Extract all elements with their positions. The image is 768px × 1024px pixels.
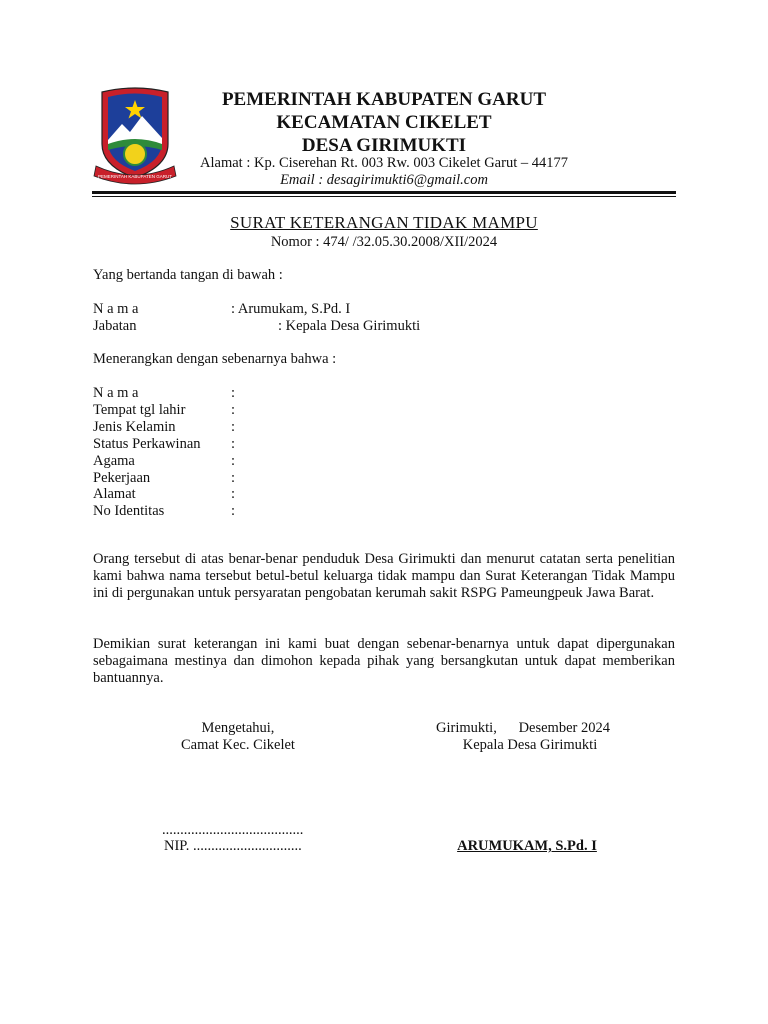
signer-position-label: Jabatan	[93, 318, 137, 334]
field-label-occupation: Pekerjaan	[93, 470, 151, 486]
field-label-name: N a m a	[93, 385, 139, 401]
field-value-gender: :	[231, 419, 236, 435]
field-value-name: :	[231, 385, 236, 401]
header-address: Alamat : Kp. Ciserehan Rt. 003 Rw. 003 Cikelet Garut – 44177	[200, 155, 568, 171]
left-sign-title: Camat Kec. Cikelet	[181, 737, 295, 753]
letter-number: Nomor : 474/ /32.05.30.2008/XII/2024	[270, 234, 498, 250]
header-rule-thin	[92, 196, 676, 197]
left-sign-heading: Mengetahui,	[201, 720, 275, 736]
signer-name-value: : Arumukam, S.Pd. I	[231, 301, 351, 317]
field-label-birth: Tempat tgl lahir	[93, 402, 186, 418]
letter-title: SURAT KETERANGAN TIDAK MAMPU	[230, 213, 538, 232]
field-value-marital: :	[231, 436, 236, 452]
signer-position-value: : Kepala Desa Girimukti	[278, 318, 421, 334]
field-label-gender: Jenis Kelamin	[93, 419, 176, 435]
header-government: PEMERINTAH KABUPATEN GARUT	[221, 89, 547, 110]
field-value-id: :	[231, 503, 236, 519]
body-paragraph-2: Demikian surat keterangan ini kami buat dengan sebenar-benarnya untuk dapat dipergunakan sebagaimana mestinya dan dimohon kepada pihak yang bersangkutan untuk dapat memberikan bantuannya.	[93, 636, 675, 686]
header-district: KECAMATAN CIKELET	[276, 112, 492, 133]
left-sign-nip: NIP. ..............................	[164, 838, 302, 854]
header-rule-thick	[92, 191, 676, 194]
header-village: DESA GIRIMUKTI	[301, 135, 467, 156]
right-sign-date: Girimukti, Desember 2024	[436, 720, 610, 736]
garut-regency-emblem	[92, 86, 178, 186]
header-email: Email : desagirimukti6@gmail.com	[280, 172, 488, 188]
signer-name-label: N a m a	[93, 301, 139, 317]
field-value-religion: :	[231, 453, 236, 469]
field-value-address: :	[231, 486, 236, 502]
field-label-id: No Identitas	[93, 503, 165, 519]
field-label-address: Alamat	[93, 486, 136, 502]
field-label-religion: Agama	[93, 453, 135, 469]
right-sign-name: ARUMUKAM, S.Pd. I	[457, 838, 597, 854]
svg-text:PEMERINTAH KABUPATEN GARUT: PEMERINTAH KABUPATEN GARUT	[97, 174, 173, 179]
body-paragraph-1: Orang tersebut di atas benar-benar penduduk Desa Girimukti dan menurut catatan serta penelitian kami bahwa nama tersebut betul-betul keluarga tidak mampu dan Surat Keterangan Tidak Mampu ini di pergunakan untuk persyaratan pengobatan kerumah sakit RSPG Pameungpeuk Jawa Barat.	[93, 551, 675, 601]
right-sign-title: Kepala Desa Girimukti	[462, 737, 598, 753]
left-sign-name-line: .......................................	[162, 822, 304, 838]
field-value-occupation: :	[231, 470, 236, 486]
field-value-birth: :	[231, 402, 236, 418]
declaration-text: Menerangkan dengan sebenarnya bahwa :	[93, 351, 337, 367]
intro-text: Yang bertanda tangan di bawah :	[93, 267, 283, 283]
field-label-marital: Status Perkawinan	[93, 436, 201, 452]
